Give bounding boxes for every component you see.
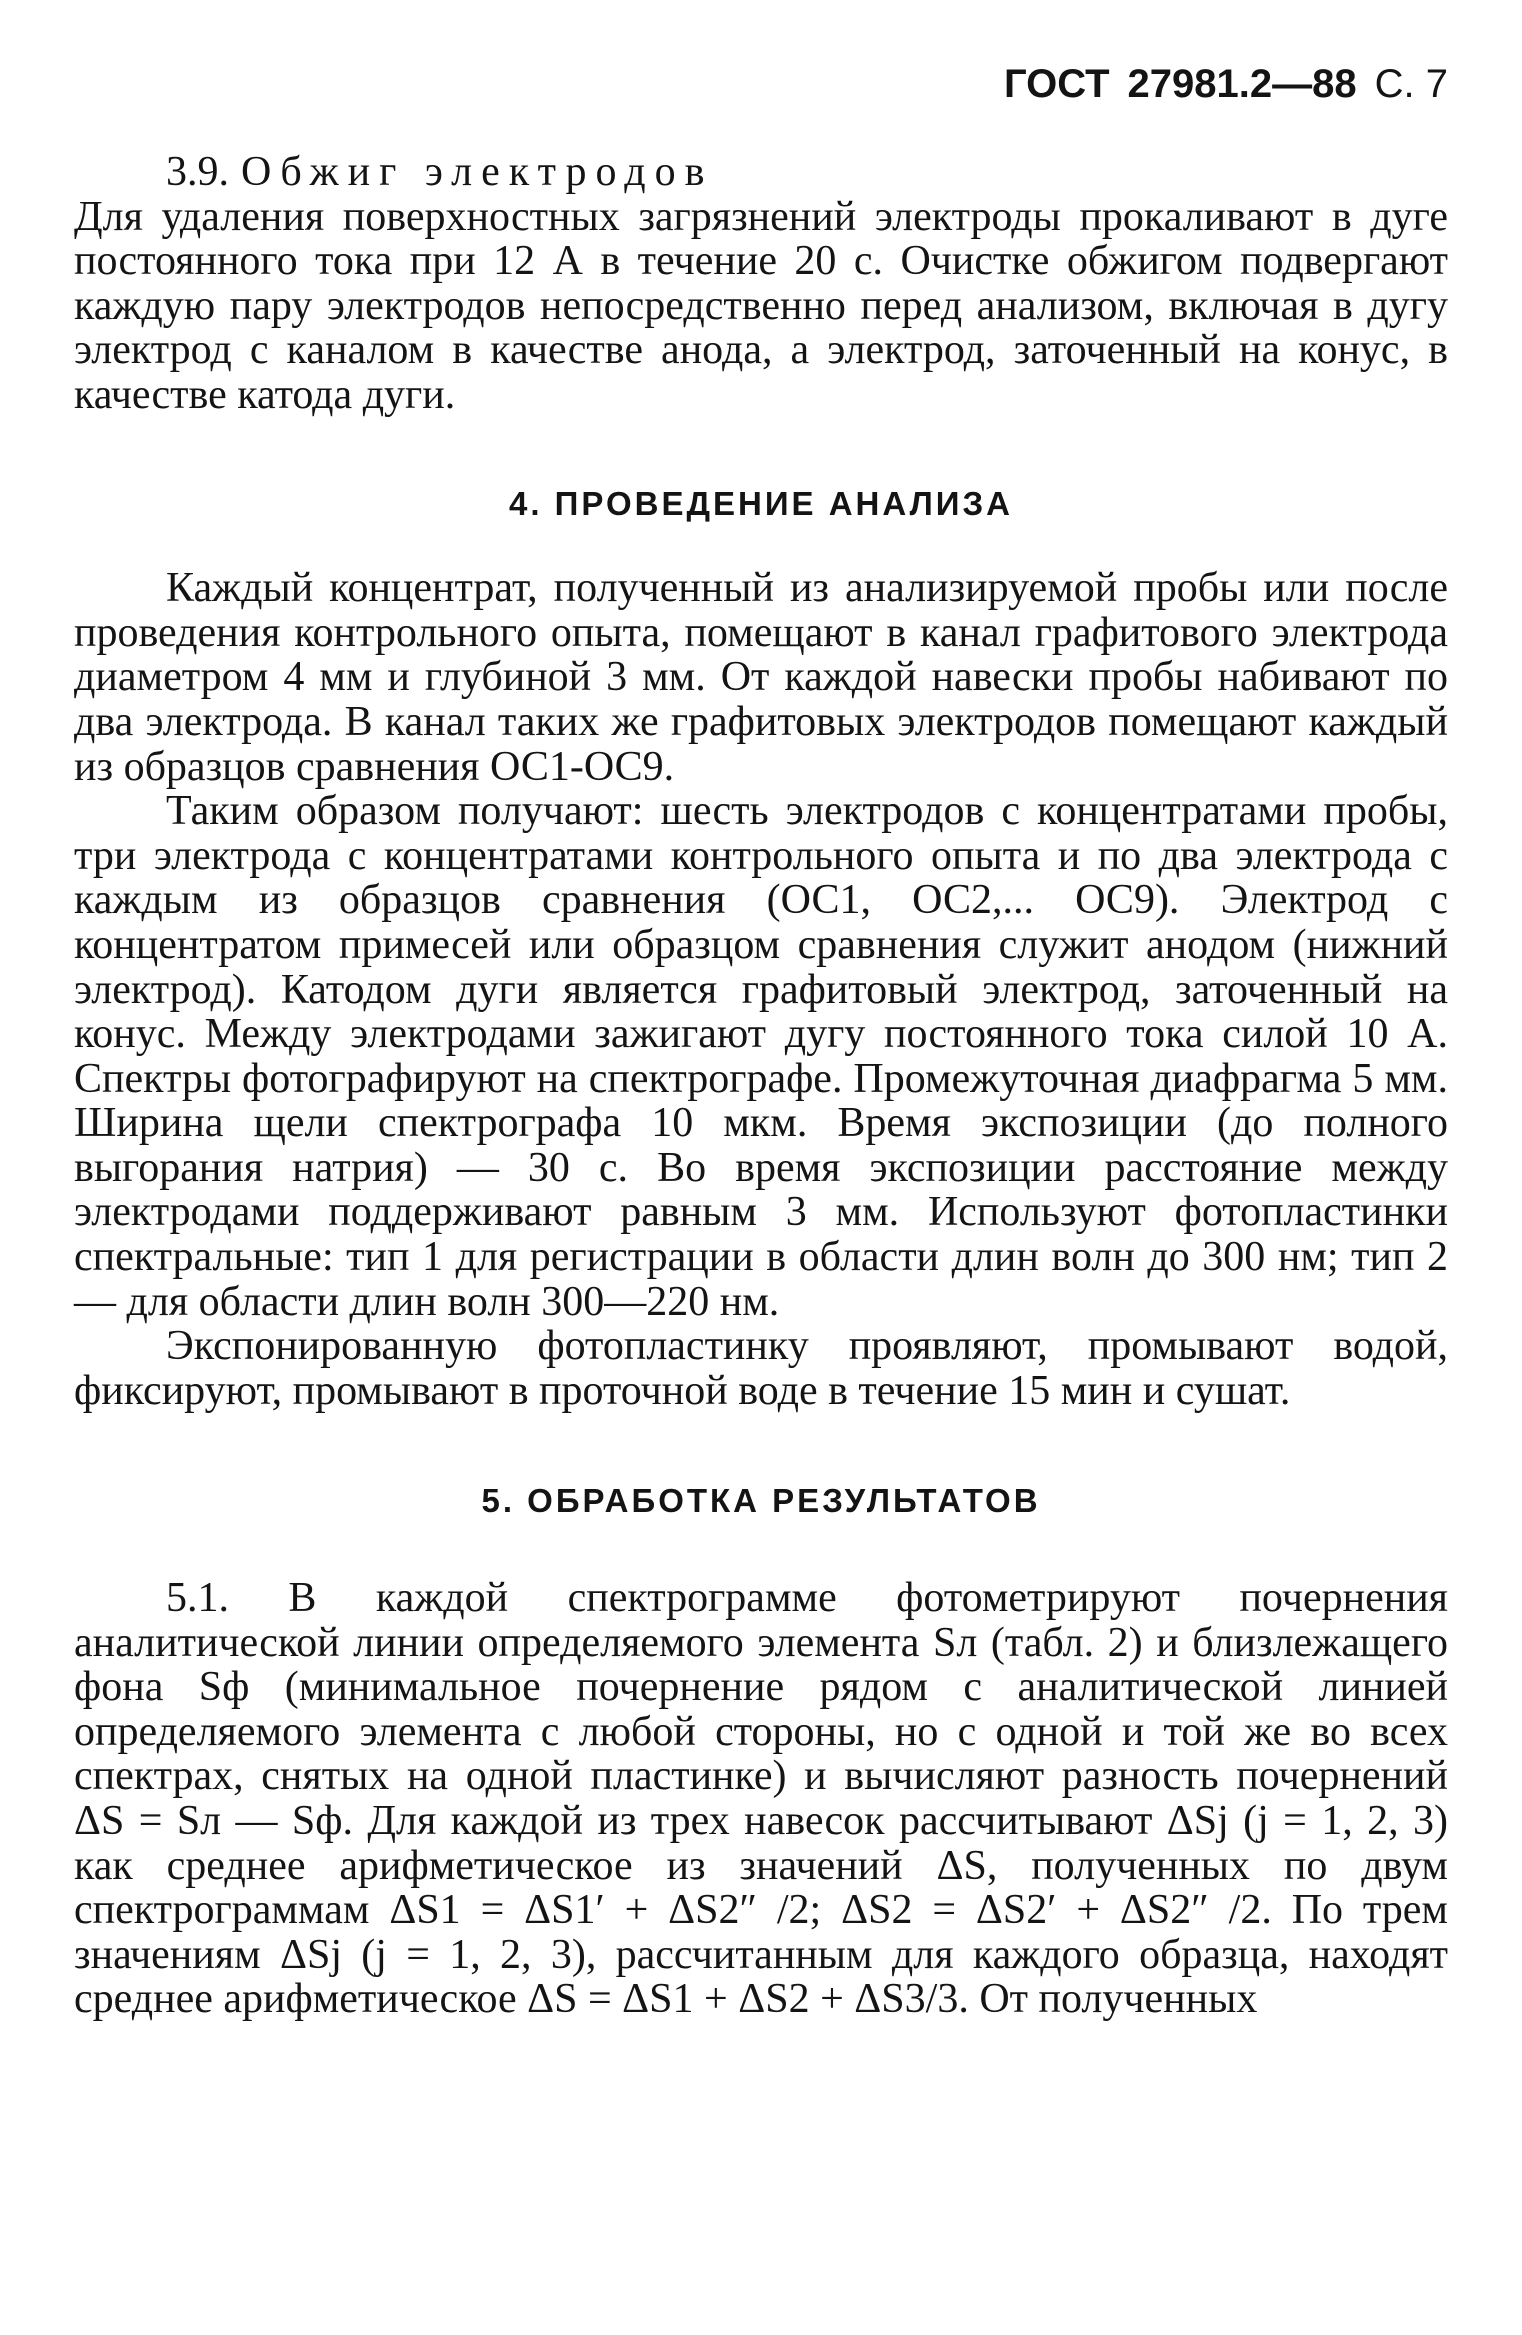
page-header xyxy=(0,62,1448,107)
section-4-paragraph-2: Таким образом получают: шесть электродов с концентратами пробы, три электрода с концентратами контрольного опыта и по два электрода с каждым из образцов сравнения (ОС1, ОС2,... ОС9). Электрод с концентратом примесей или образцом сравнения служит анодом (нижний электрод). Катодом дуги является графитовый электрод, заточенный на конус. Между электродами зажигают дугу постоянного тока силой 10 А. Спектры фотографируют на спектрографе. Промежуточная диафрагма 5 мм. Ширина щели спектрографа 10 мкм. Время экспозиции (до полного выгорания натрия) — 30 с. Во время экспозиции расстояние между электродами поддерживают равным 3 мм. Используют фотопластинки спектральные: тип 1 для регистрации в области длин волн до 300 нм; тип 2 — для области длин волн 300—220 нм. xyxy=(74,788,1448,1325)
page-number: С. 7 xyxy=(1374,62,1448,106)
clause-3-9-title: Обжиг электродов xyxy=(241,149,714,195)
standard-label: ГОСТ xyxy=(1003,62,1110,106)
clause-3-9-number: 3.9. xyxy=(166,149,229,195)
clause-5-1-text: 5.1. В каждой спектрограмме фотометрируют почернения аналитической линии определяемого элемента Sл (табл. 2) и близлежащего фона Sф (минимальное почернение рядом с аналитической линией определяемого элемента с любой стороны, но с одной и той же во всех спектрах, снятых на одной пластинке) и вычисляют разность почернений ΔS = Sл — Sф. Для каждой из трех навесок рассчитывают ΔSj (j = 1, 2, 3) как среднее арифметическое из значений ΔS, полученных по двум спектрограммам ΔS1 = ΔS1′ + ΔS2″ /2; ΔS2 = ΔS2′ + ΔS2″ /2. По трем значениям ΔSj (j = 1, 2, 3), рассчитанным для каждого образца, находят среднее арифметическое ΔS = ΔS1 + ΔS2 + ΔS3/3. От полученных xyxy=(74,1575,1448,2023)
clause-3-9-heading xyxy=(74,150,1448,195)
section-5-heading: 5. ОБРАБОТКА РЕЗУЛЬТАТОВ xyxy=(481,1482,1041,1520)
clause-3-9-text: Для удаления поверхностных загрязнений электроды прокаливают в дуге постоянного тока при 12 А в течение 20 с. Очистке обжигом подвергают каждую пару электродов непосредственно перед анализом, включая в дугу электрод с каналом в качестве анода, а электрод, заточенный на конус, в качестве катода дуги. xyxy=(74,193,1448,418)
standard-number: 27981.2—88 xyxy=(1127,62,1357,106)
document-body xyxy=(74,150,1448,2022)
section-4-paragraph-3: Экспонированную фотопластинку проявляют, промывают водой, фиксируют, промывают в проточной воде в течение 15 мин и сушат. xyxy=(74,1323,1448,1414)
section-4-heading: 4. ПРОВЕДЕНИЕ АНАЛИЗА xyxy=(508,484,1014,522)
section-4-paragraph-1: Каждый концентрат, полученный из анализируемой пробы или после проведения контрольного опыта, помещают в канал графитового электрода диаметром 4 мм и глубиной 3 мм. От каждой навески пробы набивают по два электрода. В канал таких же графитовых электродов помещают каждый из образцов сравнения ОС1-ОС9. xyxy=(74,565,1448,790)
